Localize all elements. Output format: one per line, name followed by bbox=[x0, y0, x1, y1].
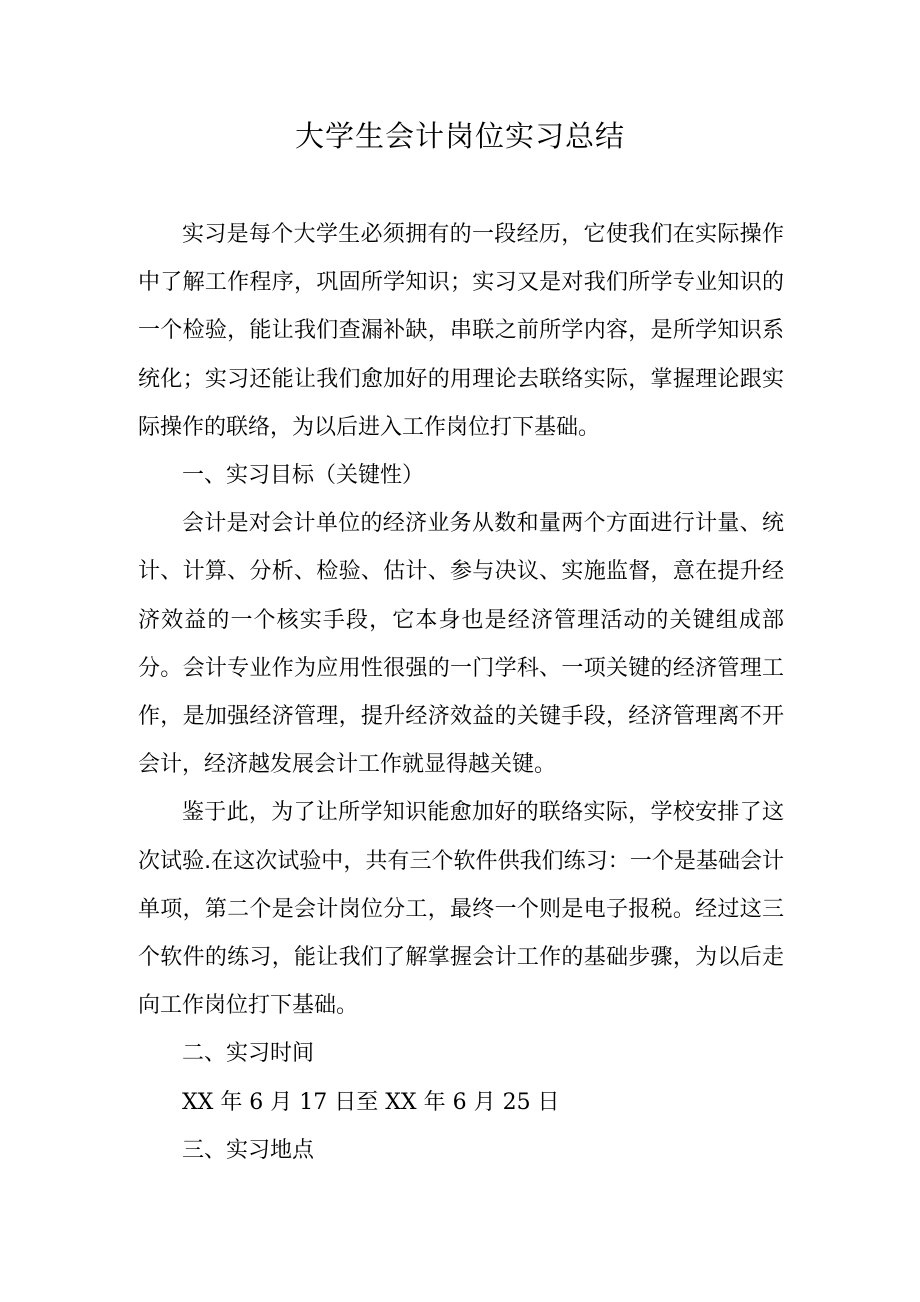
paragraph-software: 鉴于此，为了让所学知识能愈加好的联络实际，学校安排了这次试验.在这次试验中，共有三个软件供我们练习：一个是基础会计单项，第二个是会计岗位分工，最终一个则是电子报税。经过这三个软件的练习，能让我们了解掌握会计工作的基础步骤，为以后走向工作岗位打下基础。 bbox=[138, 800, 784, 1019]
paragraph-goal: 会计是对会计单位的经济业务从数和量两个方面进行计量、统计、计算、分析、检验、估计、参与决议、实施监督，意在提升经济效益的一个核实手段，它本身也是经济管理活动的关键组成部分。会计专业作为应用性很强的一门学科、一项关键的经济管理工作，是加强经济管理，提升经济效益的关键手段，经济管理离不开会计，经济越发展会计工作就显得越关键。 bbox=[138, 511, 784, 778]
section-heading-time: 二、实习时间 bbox=[182, 1041, 315, 1067]
section-heading-goal: 一、实习目标（关键性） bbox=[182, 463, 425, 489]
document-body bbox=[138, 211, 784, 1175]
paragraph-intro: 实习是每个大学生必须拥有的一段经历，它使我们在实际操作中了解工作程序，巩固所学知识；实习又是对我们所学专业知识的一个检验，能让我们查漏补缺，串联之前所学内容，是所学知识系统化；实习还能让我们愈加好的用理论去联络实际，掌握理论跟实际操作的联络，为以后进入工作岗位打下基础。 bbox=[138, 222, 784, 440]
section-heading-location: 三、实习地点 bbox=[182, 1137, 315, 1163]
page-title: 大学生会计岗位实习总结 bbox=[294, 119, 625, 153]
paragraph-date-range: XX 年 6 月 17 日至 XX 年 6 月 25 日 bbox=[182, 1089, 560, 1115]
